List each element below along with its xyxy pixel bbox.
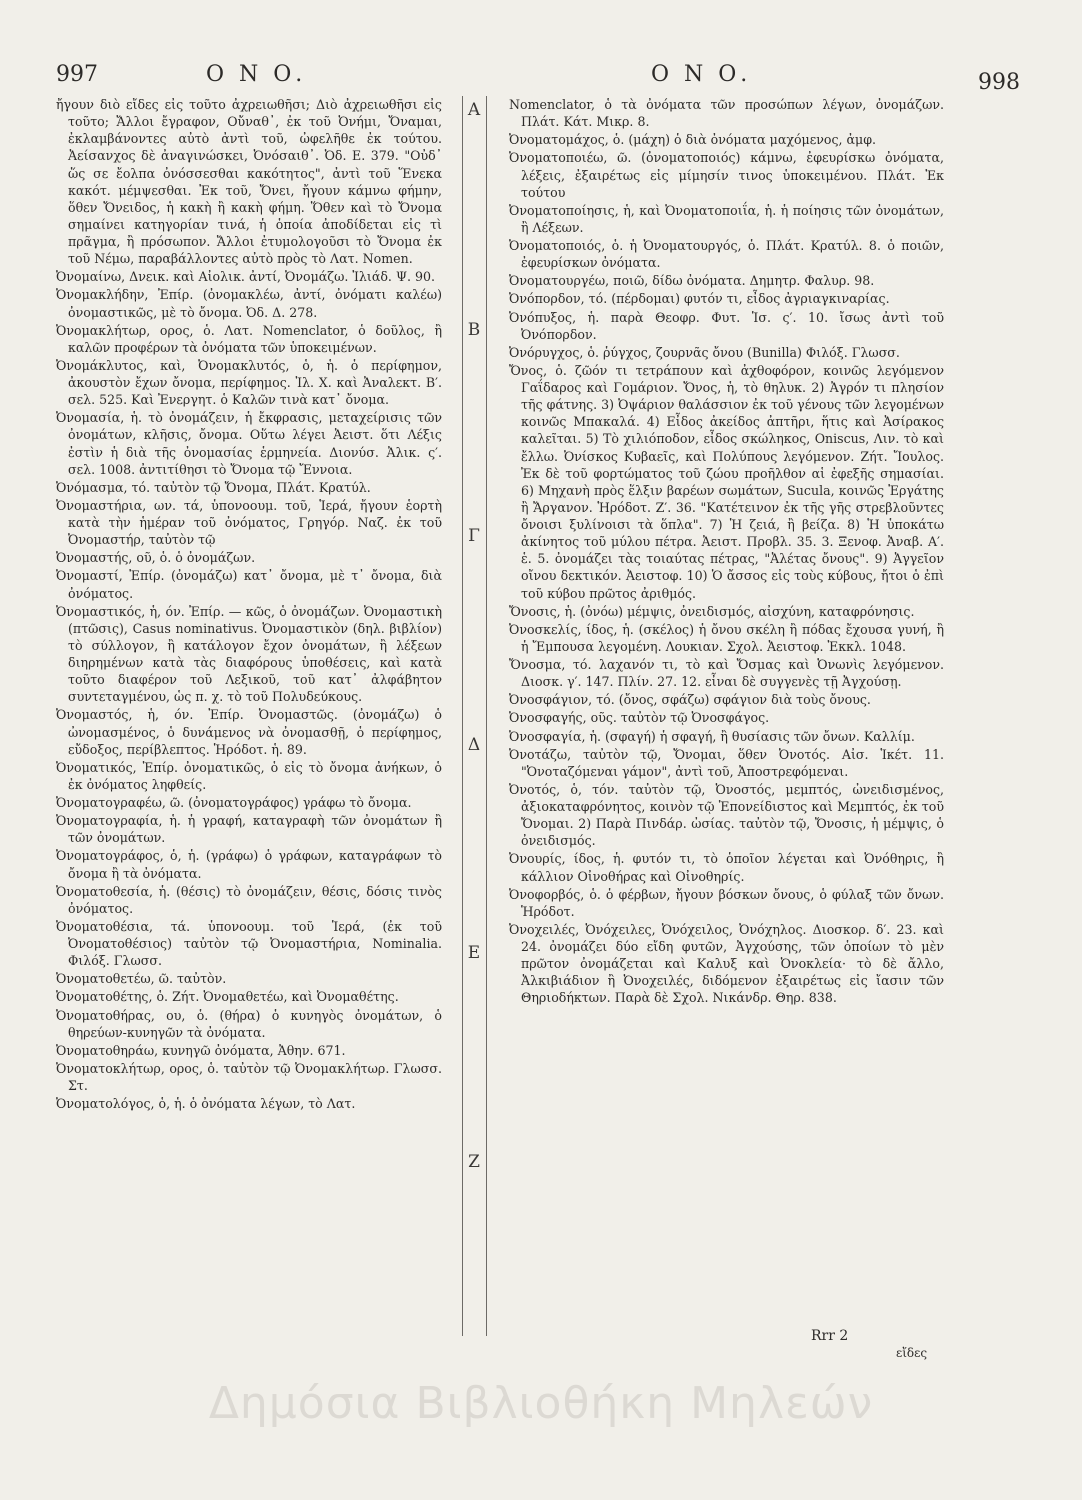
dictionary-entry: Ὀνομασία, ἡ. τὸ ὀνομάζειν, ἡ ἔκφρασις, μεταχείρισις τῶν ὀνομάτων, κλῆσις, ὄνομα. Οὕτω λέγει Ἀειστ. ὅτι Λέξις ἐστὶν ἡ διὰ τῆς ὀνομασίας ἑρμηνεία. Διονύσ. Ἀλικ. ς′. σελ. 1008. ἀντιτίθησι τὸ Ὄνομα τῷ Ἔννοια. xyxy=(56,410,442,477)
column-rule-right xyxy=(486,96,487,1336)
dictionary-entry: Ὀνοματογραφία, ἡ. ἡ γραφή, καταγραφὴ τῶν ὀνομάτων ἢ τῶν ὀνομάτων. xyxy=(56,813,442,846)
section-marker: Δ xyxy=(467,735,481,755)
dictionary-entry: Ὀνουρίς, ίδος, ἡ. φυτόν τι, τὸ ὁποῖον λέγεται καὶ Ὀνόθηρις, ἢ κάλλιον Οἰνοθήρας καὶ Οἰνοθηρίς. xyxy=(509,851,944,884)
section-marker: Α xyxy=(467,100,481,120)
dictionary-entry: Ὀνομαστήρια, ων. τά, ὑπονοουμ. τοῦ, Ἱερά, ἤγουν ἑορτὴ κατὰ τὴν ἡμέραν τοῦ ὀνόματος, Γρηγόρ. Ναζ. ἐκ τοῦ Ὀνομαστήρ, ταὐτὸν τῷ xyxy=(56,497,442,548)
dictionary-entry: Nomenclator, ὁ τὰ ὀνόματα τῶν προσώπων λέγων, ὀνομάζων. Πλάτ. Κάτ. Μικρ. 8. xyxy=(509,97,944,130)
dictionary-entry: Ὀνοσκελίς, ίδος, ἡ. (σκέλος) ἡ ὄνου σκέλη ἢ πόδας ἔχουσα γυνή, ἢ ἡ Ἔμπουσα λεγομένη. Λουκιαν. Σχολ. Ἀειστοφ. Ἐκκλ. 1048. xyxy=(509,621,944,654)
right-running-head: Ο Ν Ο. xyxy=(651,62,752,87)
dictionary-entry: Ὀνομαίνω, Δνεικ. καὶ Αἰολικ. ἀντί, Ὀνομάζω. Ἰλιάδ. Ψ. 90. xyxy=(56,269,436,285)
dictionary-entry: Ὄνοσμα, τό. λαχανόν τι, τὸ καὶ Ὄσμας καὶ Ὀνωνὶς λεγόμενον. Διοσκ. γ′. 147. Πλίν. 27. 12. εἶναι δὲ συγγενὲς τῇ Ἀγχούσῃ. xyxy=(509,657,944,690)
dictionary-entry: Ὀνοματομάχος, ὁ. (μάχη) ὁ διὰ ὀνόματα μαχόμενος, ἀμφ. xyxy=(509,132,877,148)
dictionary-entry: Ὀνοματογράφος, ὁ, ἡ. (γράφω) ὁ γράφων, καταγράφων τὸ ὄνομα ἢ τὰ ὀνόματα. xyxy=(56,848,442,881)
dictionary-entry: Ὀνοσφαγής, οῦς. ταὐτὸν τῷ Ὀνοσφάγος. xyxy=(509,710,770,726)
section-marker: Ζ xyxy=(468,1152,480,1172)
dictionary-entry: Ὀνόπυξος, ἡ. παρὰ Θεοφρ. Φυτ. Ἱσ. ς′. 10. ἴσως ἀντὶ τοῦ Ὀνόπορδον. xyxy=(509,309,944,342)
dictionary-entry: Ὀνοτός, ὁ, τόν. ταὐτὸν τῷ, Ὀνοστός, μεμπτός, ὠνειδισμένος, ἀξιοκαταφρόνητος, κοινὸν τῷ Ἐπονείδιστος καὶ Μεμπτός, ἐκ τοῦ Ὄνομαι. 2) Παρὰ Πινδάρ. ὠσίας. ταὐτὸν τῷ, Ὄνοσις, ἡ μέμψις, ὁ ὀνειδισμός. xyxy=(509,781,944,849)
dictionary-entry: Ὀνοματικός, Ἐπίρ. ὀνοματικῶς, ὁ εἰς τὸ ὄνομα ἀνήκων, ὁ ἐκ ὀνόματος ληφθείς. xyxy=(56,759,442,792)
dictionary-entry: Ὄνοσις, ἡ. (ὀνόω) μέμψις, ὀνειδισμός, αἰσχύνη, καταφρόνησις. xyxy=(509,603,915,619)
dictionary-entry: Ὀνόρυγχος, ὁ. ῥύγχος, ζουρνᾶς ὄνου (Bunilla) Φιλόξ. Γλωσσ. xyxy=(509,344,900,360)
dictionary-entry: Ὀνοματολόγος, ὁ, ἡ. ὁ ὀνόματα λέγων, τὸ Λατ. xyxy=(56,1096,356,1112)
dictionary-entry: Ὄνος, ὁ. ζῶόν τι τετράπουν καὶ ἀχθοφόρον, κοινῶς λεγόμενον Γαΐδαρος καὶ Γομάριον. Ὄνος, ἡ, τὸ θηλυκ. 2) Ἀγρόν τι πλησίον τῆς φάτνης. 3) Ὀψάριον θαλάσσιον ἐκ τοῦ γένους τῶν λεγομένων κοινῶς Μπακαλά. 4) Εἶδος ἀκείδος ἀπτῆρι, ἥτις καὶ Ἀσίρακος καλεῖται. 5) Τὸ χιλιόποδον, εἶδος σκώληκος, Oniscus, Λιν. τὸ καὶ ἔλλω. Ὀνίσκος Κυβαεῖς, καὶ Πολύπους λεγόμενον. Ζήτ. Ἴουλος. Ἐκ δὲ τοῦ φορτώματος τοῦ ζώου προῆλθον αἱ ἐφεξῆς σημασίαι. 6) Μηχανὴ πρὸς ἕλξιν βαρέων σωμάτων, Sucula, κοινῶς Ἐργάτης ἢ Ἄργανον. Ἡρόδοτ. Ζ′. 36. "Κατέτεινον ἐκ τῆς γῆς στρεβλοῦντες ὄνοισι ξυλίνοισι τὰ ὅπλα". 7) Ἡ ζειά, ἢ βείζα. 8) Ἡ ὑποκάτω ἀκίνητος τοῦ μύλου πέτρα. Ἀειστ. Προβλ. 35. 3. Ξενοφ. Ἀναβ. Α′. ἑ. 5. ὀνομάζει τὰς τοιαύτας πέτρας, "Ἀλέτας ὄνους". 9) Ἀγγεῖον οἴνου δεκτικόν. Ἀειστοφ. 10) Ὁ ἄσσος εἰς τοὺς κύβους, ἤτοι ὁ ἐπὶ τοῦ κύβου πρῶτος ἀριθμός. xyxy=(509,362,944,601)
section-marker: Γ xyxy=(468,526,480,546)
dictionary-entry: Ὀνοματοθεσία, ἡ. (θέσις) τὸ ὀνομάζειν, θέσις, δόσις τινὸς ὀνόματος. xyxy=(56,883,442,916)
page-header xyxy=(0,62,1082,95)
left-column xyxy=(56,96,442,1113)
dictionary-entry: Ὀνοματοποιέω, ῶ. (ὀνοματοποιός) κάμνω, ἐφευρίσκω ὀνόματα, λέξεις, ἐξαιρέτως εἰς μίμησίν τινος ὑποκειμένου. Πλάτ. Ἐκ τούτου xyxy=(509,150,944,200)
dictionary-entry: Ὀνοματοκλήτωρ, ορος, ὁ. ταὐτὸν τῷ Ὀνομακλήτωρ. Γλωσσ. Στ. xyxy=(56,1060,442,1093)
dictionary-entry: Ὀνοσφαγία, ἡ. (σφαγή) ἡ σφαγή, ἢ θυσίασις τῶν ὄνων. Καλλίμ. xyxy=(509,728,915,744)
dictionary-entry: Ὀνοχειλές, Ὀνόχειλες, Ὀνόχειλος, Ὀνόχηλος. Διοσκορ. δ′. 23. καὶ 24. ὀνομάζει δύο εἴδη φυτῶν, Ἀγχούσης, τῶν ὁποίων τὸ μὲν πρῶτον ὀνομάζεται καὶ Καλυξ καὶ Ὀνοκλεία· τὸ δὲ ἄλλο, Ἀλκιβιάδιον ἢ Ὀνοχειλές, διδόμενον ἐξαιρέτως εἰς ἴασιν τῶν Θηριοδήκτων. Παρὰ δὲ Σχολ. Νικάνδρ. Θηρ. 838. xyxy=(509,921,944,1006)
library-watermark: Δημόσια Βιβλιοθήκη Μηλεών xyxy=(208,1378,874,1429)
dictionary-entry: Ὀνοσφάγιον, τό. (ὄνος, σφάζω) σφάγιον διὰ τοὺς ὄνους. xyxy=(509,692,871,708)
catchword: εἴδες xyxy=(896,1346,928,1360)
right-page-number: 998 xyxy=(978,70,1020,95)
dictionary-entry: Ὀνομαστί, Ἐπίρ. (ὀνομάζω) κατ᾽ ὄνομα, μὲ τ᾽ ὄνομα, διὰ ὀνόματος. xyxy=(56,568,442,601)
left-running-head: Ο Ν Ο. xyxy=(206,62,307,87)
dictionary-entry: Ὀνοτάζω, ταὐτὸν τῷ, Ὄνομαι, ὅθεν Ὀνοτός. Αἰσ. Ἱκέτ. 11. "Ὀνοταζόμεναι γάμον", ἀντὶ τοῦ, Ἀποστρεφόμεναι. xyxy=(509,746,944,779)
dictionary-entry: Ὀνοματοποιός, ὁ. ἡ Ὀνοματουργός, ὁ. Πλάτ. Κρατύλ. 8. ὁ ποιῶν, ἐφευρίσκων ὀνόματα. xyxy=(509,238,944,271)
dictionary-entry: Ὀνοματοποίησις, ἡ, καὶ Ὀνοματοποιΐα, ἡ. ἡ ποίησις τῶν ὀνομάτων, ἢ Λέξεων. xyxy=(509,202,944,235)
dictionary-entry: Ὀνομάκλυτος, καὶ, Ὀνομακλυτός, ὁ, ἡ. ὁ περίφημον, ἀκουστὸν ἔχων ὄνομα, περίφημος. Ἰλ. Χ. καὶ Ἀναλεκτ. Β′. σελ. 525. Καὶ Ἐνεργητ. ὁ Καλῶν τινὰ κατ᾽ ὄνομα. xyxy=(56,357,442,408)
dictionary-entry: Ὀνοματοθετέω, ῶ. ταὐτὸν. xyxy=(56,971,227,987)
printer-signature: Rrr 2 xyxy=(811,1328,849,1344)
dictionary-entry: Ὀνοματοθήρας, ου, ὁ. (θήρα) ὁ κυνηγὸς ὀνομάτων, ὁ θηρεύων-κυνηγῶν τὰ ὀνόματα. xyxy=(56,1007,442,1040)
section-marker: Β xyxy=(467,320,481,340)
dictionary-entry: Ὀνόμασμα, τό. ταὐτὸν τῷ Ὄνομα, Πλάτ. Κρατύλ. xyxy=(56,479,371,495)
right-column xyxy=(509,96,944,1008)
dictionary-entry: Ὀνομαστικός, ἡ, όν. Ἐπίρ. — κῶς, ὁ ὀνομάζων. Ὀνομαστικὴ (πτῶσις), Casus nominativus. Ὀνομαστικὸν (δηλ. βιβλίον) τὸ σύλλογον, ἢ κατάλογον ἔχον ὀνομάτων, ἢ λέξεων διηρημένων κατὰ τὰς διαφόρους ὑποθέσεις, καὶ κατὰ τοῦτο διαφέρον τοῦ Λεξικοῦ, τοῦ κατ᾽ ἀλφάβητον συντεταγμένου, ὡς π. χ. τὸ τοῦ Πολυδεύκους. xyxy=(56,603,442,705)
dictionary-entry: ἤγουν διὸ εἴδες εἰς τοῦτο ἀχρειωθῆσι; Διὸ ἀχρειωθῆσι εἰς τοῦτο; Ἄλλοι ἔγραφον, Οὔναθ᾽, ἐκ τοῦ Ὀνήμι, Ὄναμαι, ἐκλαμβάνοντες αὐτὸ ἀντὶ τοῦ, ὠφελῆθε ἐκ τούτου. Ἀείσανχος δὲ ἀναγινώσκει, Ὀνόσαιθ᾽. Ὀδ. Ε. 379. "Οὐδ᾽ ὥς σε ἔολπα ὀνόσσεσθαι κακότητος", ἀντὶ τοῦ Ἕνεκα κακότ. μέμψεσθαι. Ἐκ τοῦ, Ὄνει, ἤγουν κάμνω φήμην, ὅθεν Ὄνειδος, ἡ κακὴ ἢ κακὴ φήμη. Ὅθεν καὶ τὸ Ὄνομα σημαίνει κατηγορίαν τινά, ἡ ὁποία ἀποδίδεται εἰς τὶ πρᾶγμα, ἢ πρόσωπον. Ἄλλοι ἐτυμολογοῦσι τὸ Ὄνομα ἐκ τοῦ Νέμω, παραβάλλοντες αὐτὸ πρὸς τὸ Λατ. Nomen. xyxy=(56,97,442,267)
left-page-number: 997 xyxy=(56,62,98,87)
dictionary-entry: Ὀνοματοθέσια, τά. ὑπονοουμ. τοῦ Ἱερά, (ἐκ τοῦ Ὀνοματοθέσιος) ταὐτὸν τῷ Ὀνομαστήρια, Nominalia. Φιλόξ. Γλωσσ. xyxy=(56,918,442,969)
dictionary-entry: Ὀνομακλήτωρ, ορος, ὁ. Λατ. Nomenclator, ὁ δοῦλος, ἢ καλῶν προφέρων τὰ ὀνόματα τῶν ὑποκειμένων. xyxy=(56,322,442,355)
dictionary-entry: Ὀνοματουργέω, ποιῶ, δίδω ὀνόματα. Δημητρ. Φαλυρ. 98. xyxy=(509,273,875,289)
dictionary-entry: Ὀνοφορβός, ὁ. ὁ φέρβων, ἤγουν βόσκων ὄνους, ὁ φύλαξ τῶν ὄνων. Ἡρόδοτ. xyxy=(509,886,944,919)
dictionary-entry: Ὀνόπορδον, τό. (πέρδομαι) φυτόν τι, εἶδος ἀγριαγκιναρίας. xyxy=(509,291,890,307)
section-marker: Ε xyxy=(467,943,481,963)
dictionary-entry: Ὀνοματογραφέω, ῶ. (ὀνοματογράφος) γράφω τὸ ὄνομα. xyxy=(56,795,412,810)
dictionary-entry: Ὀνομακλήδην, Ἐπίρ. (ὀνομακλέω, ἀντί, ὀνόματι καλέω) ὀνομαστικῶς, μὲ τὸ ὄνομα. Ὀδ. Δ. 278. xyxy=(56,287,442,320)
dictionary-entry: Ὀνομαστής, οῦ, ὁ. ὁ ὀνομάζων. xyxy=(56,550,256,566)
dictionary-entry: Ὀνοματοθέτης, ὁ. Ζήτ. Ὀνομαθετέω, καὶ Ὀνομαθέτης. xyxy=(56,989,399,1005)
dictionary-entry: Ὀνοματοθηράω, κυνηγῶ ὀνόματα, Ἀθην. 671. xyxy=(56,1042,346,1058)
dictionary-entry: Ὀνομαστός, ἡ, όν. Ἐπίρ. Ὀνομαστῶς. (ὀνομάζω) ὁ ὠνομασμένος, ὁ δυνάμενος νὰ ὀνομασθῇ, ὁ περίφημος, εὔδοξος, περίβλεπτος. Ἡρόδοτ. ἡ. 89. xyxy=(56,707,442,757)
column-rule-left xyxy=(462,96,463,1336)
